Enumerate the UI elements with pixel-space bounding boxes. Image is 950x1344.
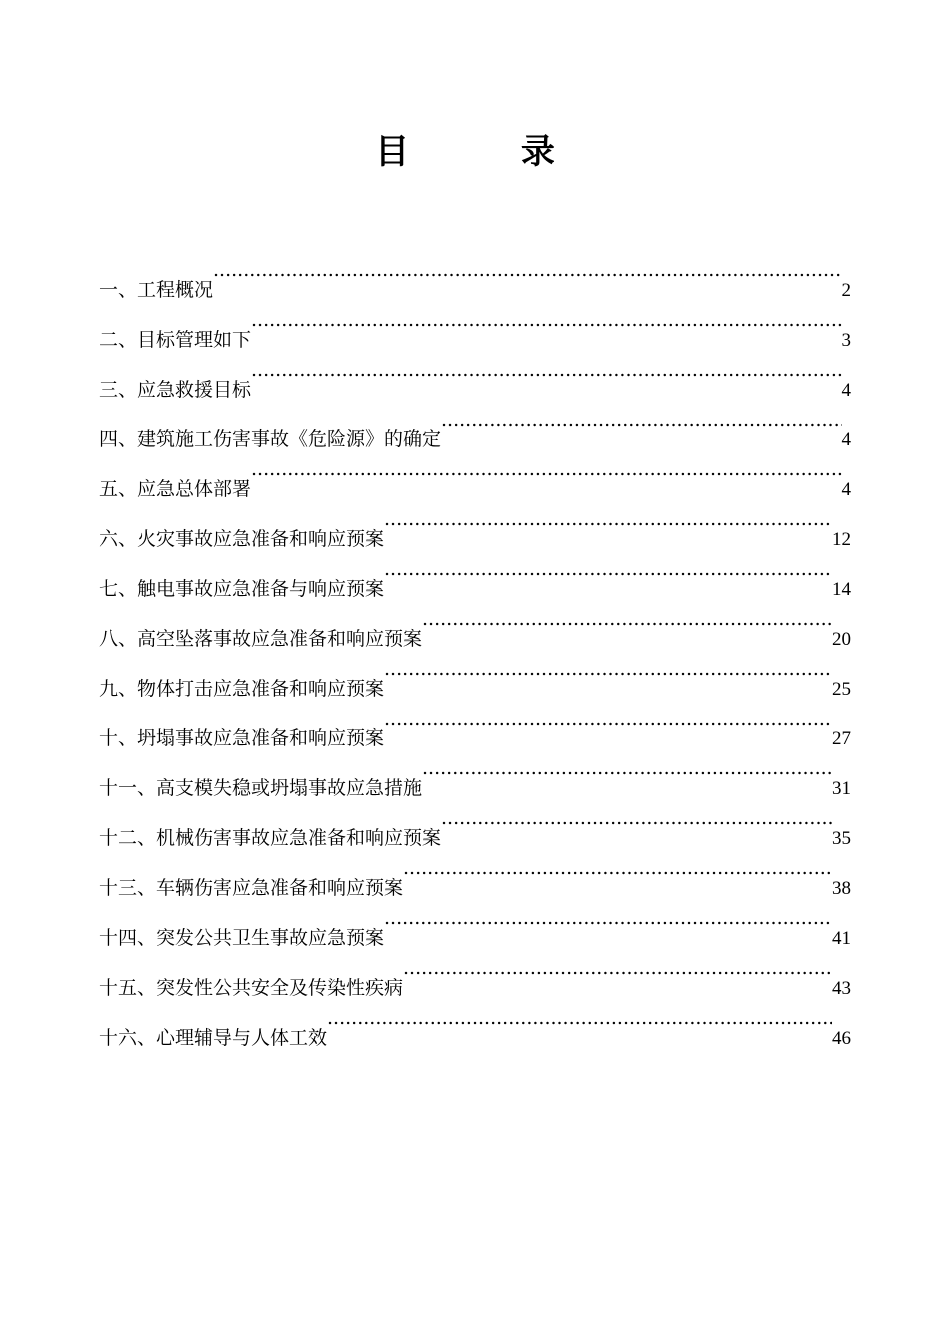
toc-entry-page-number: 2 bbox=[841, 279, 851, 301]
toc-entry-label: 七、触电事故应急准备与响应预案 bbox=[99, 577, 385, 600]
dot-leader bbox=[422, 744, 832, 794]
dot-leader bbox=[384, 645, 832, 695]
toc-entry[interactable] bbox=[99, 246, 851, 301]
toc-entry-label: 十六、心理辅导与人体工效 bbox=[99, 1026, 328, 1049]
toc-entry-page-number: 25 bbox=[832, 678, 851, 700]
toc-entry-label: 五、应急总体部署 bbox=[99, 478, 252, 501]
toc-entry-label: 十二、机械伤害事故应急准备和响应预案 bbox=[99, 827, 442, 850]
toc-title: 目 录 bbox=[375, 132, 605, 172]
dot-leader bbox=[441, 396, 841, 446]
dot-leader bbox=[327, 994, 832, 1044]
toc-entry-label: 一、工程概况 bbox=[99, 278, 214, 301]
dot-leader bbox=[422, 595, 832, 645]
toc-entry-page-number: 41 bbox=[832, 927, 851, 949]
dot-leader bbox=[251, 296, 841, 346]
toc-entry-label: 九、物体打击应急准备和响应预案 bbox=[99, 677, 385, 700]
toc-entry-page-number: 35 bbox=[832, 828, 851, 850]
dot-leader bbox=[384, 894, 832, 944]
toc-entry-label: 四、建筑施工伤害事故《危险源》的确定 bbox=[99, 428, 442, 451]
toc-entry-page-number: 38 bbox=[832, 877, 851, 899]
dot-leader bbox=[251, 445, 841, 495]
toc-entry-page-number: 27 bbox=[832, 728, 851, 750]
toc-entry-page-number: 12 bbox=[832, 529, 851, 551]
toc-entry-label: 八、高空坠落事故应急准备和响应预案 bbox=[99, 627, 423, 650]
toc-entry-page-number: 46 bbox=[832, 1027, 851, 1049]
dot-leader bbox=[213, 246, 841, 296]
toc-entry-label: 十五、突发性公共安全及传染性疾病 bbox=[99, 976, 404, 999]
toc-entry-label: 二、目标管理如下 bbox=[99, 328, 252, 351]
toc-entry-page-number: 31 bbox=[832, 778, 851, 800]
dot-leader bbox=[441, 794, 832, 844]
toc-entry-label: 十三、车辆伤害应急准备和响应预案 bbox=[99, 876, 404, 899]
toc-entry-page-number: 4 bbox=[841, 429, 851, 451]
toc-list bbox=[99, 246, 851, 1049]
toc-entry-label: 六、火灾事故应急准备和响应预案 bbox=[99, 528, 385, 551]
toc-entry-label: 十一、高支模失稳或坍塌事故应急措施 bbox=[99, 777, 423, 800]
toc-entry-page-number: 4 bbox=[841, 479, 851, 501]
dot-leader bbox=[384, 495, 832, 545]
toc-entry-page-number: 43 bbox=[832, 977, 851, 999]
dot-leader bbox=[403, 944, 832, 994]
toc-entry-page-number: 4 bbox=[841, 379, 851, 401]
toc-entry-label: 十、坍塌事故应急准备和响应预案 bbox=[99, 727, 385, 750]
dot-leader bbox=[384, 695, 832, 745]
toc-entry-page-number: 14 bbox=[832, 578, 851, 600]
dot-leader bbox=[384, 545, 832, 595]
toc-entry-label: 十四、突发公共卫生事故应急预案 bbox=[99, 926, 385, 949]
toc-entry-page-number: 20 bbox=[832, 628, 851, 650]
toc-entry-page-number: 3 bbox=[841, 329, 851, 351]
dot-leader bbox=[403, 844, 832, 894]
toc-entry-label: 三、应急救援目标 bbox=[99, 378, 252, 401]
dot-leader bbox=[251, 346, 841, 396]
